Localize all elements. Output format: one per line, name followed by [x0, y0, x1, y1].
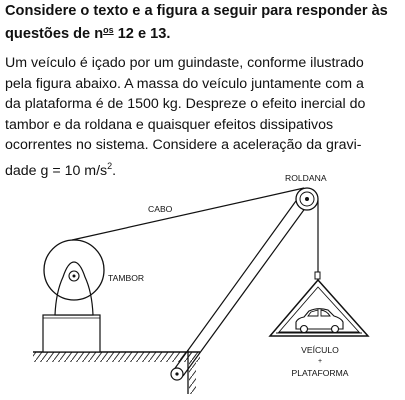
header-line-2-prefix: questões de n — [5, 26, 104, 42]
label-cabo: CABO — [148, 204, 173, 214]
label-roldana: ROLDANA — [285, 173, 327, 183]
header-line-2-superscript: os — [103, 25, 114, 35]
header-line-1: Considere o texto e a figura a seguir para responder às — [5, 3, 388, 19]
drum-support — [55, 262, 93, 315]
pulley — [296, 188, 318, 210]
label-plus: + — [317, 358, 323, 365]
statement-line-2: pela figura abaixo. A massa do veículo juntamente com a — [5, 75, 364, 92]
label-plataforma: PLATAFORMA — [291, 368, 349, 378]
drum-base — [43, 315, 100, 352]
statement-line-3: da plataforma é de 1500 kg. Despreze o efeito inercial do — [5, 96, 366, 112]
cable — [72, 188, 320, 279]
label-tambor: TAMBOR — [108, 273, 145, 283]
gravity-exponent: 2 — [107, 160, 113, 171]
statement-line-5: ocorrentes no sistema. Considere a aceleração da gravi- — [5, 137, 362, 153]
ground — [33, 352, 200, 362]
statement-line-1: Um veículo é içado por um guindaste, conforme ilustrado — [5, 55, 364, 71]
header-line-2-suffix: 12 e 13. — [113, 26, 171, 42]
statement-line-4: tambor e da roldana e quaisquer efeitos dissipativos — [5, 116, 334, 133]
statement-line-6-suffix: . — [112, 162, 117, 179]
label-veiculo: VEÍCULO — [301, 345, 339, 355]
statement-line-6-prefix: dade g = 10 m/s — [5, 162, 108, 179]
crane-boom — [173, 194, 314, 376]
